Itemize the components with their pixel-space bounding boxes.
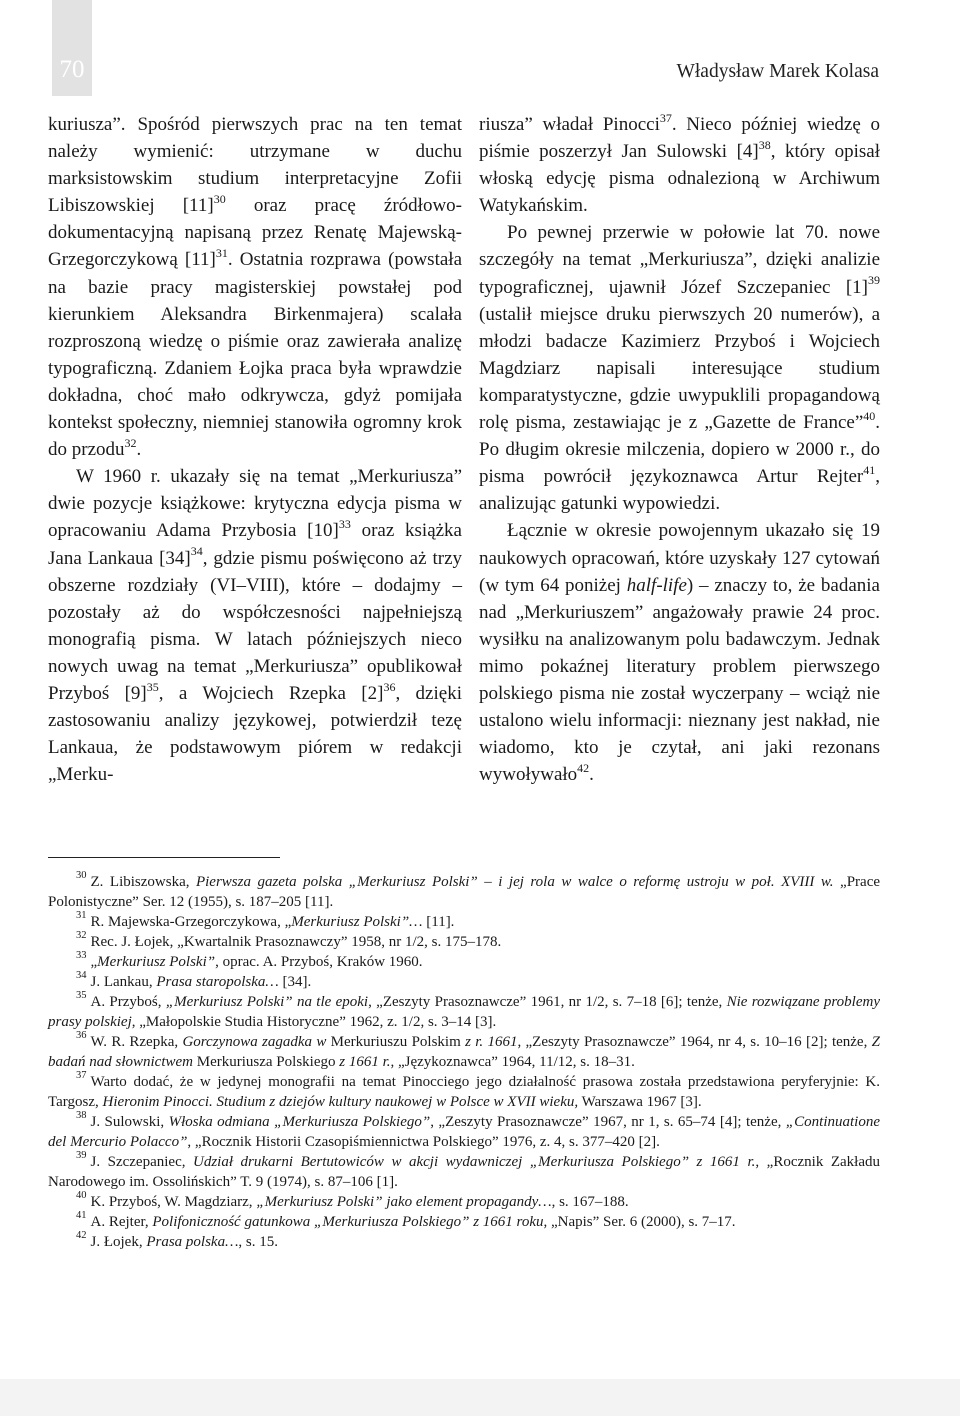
footnote-32: $^{32}$ Rec. J. Łojek, „Kwartalnik Prasoznawczy” 1958, nr 1/2, s. 175–178. — [76, 930, 502, 950]
footnote-40: $^{40}$ K. Przyboś, W. Magdziarz, „Merkuriusz Polski” jako element propagandy…, s. 167–188. — [76, 1190, 629, 1210]
footnotes — [48, 872, 880, 1252]
footnote-ref[interactable]: 32 — [124, 435, 137, 450]
left-column — [48, 111, 462, 788]
footnote-41: $^{41}$ A. Rejter, Polifoniczność gatunkowa „Merkuriusza Polskiego” z 1661 roku, „Napis” Ser. 6 (2000), s. 7–17. — [76, 1210, 736, 1230]
footnote-ref[interactable]: 36 — [383, 679, 396, 694]
footnote-ref[interactable]: 30 — [213, 191, 226, 206]
right-paragraph-3: Łącznie w okresie powojennym ukazało się 19 naukowych opracowań, które uzyskały 127 cytowań (w tym 64 poniżej half-life) – znaczy to, że badania nad „Merkuriuszem” angażowały prawie 24 proc. wysiłku na analizowanym polu badawczym. Jednak mimo pokaźnej literatury problem pierwszego polskiego pisma nie został wyczerpany – wciąż nie ustalono wielu informacji: nieznany jest nakład, nie wiadomo, kto je czytał, ani jaki rezonans wywoływało$^{42}$. — [479, 520, 880, 786]
footnote-ref[interactable]: 38 — [758, 137, 771, 152]
footnote-ref[interactable]: 42 — [577, 760, 590, 775]
footnote-38: $^{38}$ J. Sulowski, Włoska odmiana „Merkuriusza Polskiego”, „Zeszyty Prasoznawcze” 1967, nr 1, s. 65–74 [4]; tenże, „Continuatione del Mercurio Polacco”, „Rocznik Historii Czasopiśmiennictwa Polskiego” 1976, z. 4, s. 377–420 [2]. — [48, 1110, 880, 1150]
footnote-30: $^{30}$ Z. Libiszowska, Pierwsza gazeta polska „Merkuriusz Polski” – i jej rola w walce o reformę ustroju w poł. XVIII w. „Prace Polonistyczne” Ser. 12 (1955), s. 187–205 [11]. — [48, 870, 881, 910]
footnote-37: $^{37}$ Warto dodać, że w jedynej monografii na temat Pinocciego jego działalność prasowa została przedstawiona peryferyjnie: K. Targosz, Hieronim Pinocci. Studium z dziejów kultury naukowej w Polsce w XVII wieku, Warszawa 1967 [3]. — [48, 1070, 880, 1110]
footnote-separator — [48, 857, 280, 858]
footnote-39: $^{39}$ J. Szczepaniec, Udział drukarni Bertutowiców w akcji wydawniczej „Merkuriusza Polskiego” z 1661 r., „Rocznik Zakładu Narodowego im. Ossolińskich” T. 9 (1974), s. 87–106 [1]. — [48, 1150, 880, 1190]
page-number: 70 — [59, 56, 85, 83]
footnote-34: $^{34}$ J. Lankau, Prasa staropolska… [34]. — [76, 970, 312, 990]
footnote-42: $^{42}$ J. Łojek, Prasa polska…, s. 15. — [76, 1230, 279, 1250]
left-paragraph-1: kuriusza”. Spośród pierwszych prac na ten temat należy wymienić: utrzymane w duchu marksistowskim studium interpretacyjne Zofii Libiszowskiej $[11]^{30}$ oraz pracę źródłowo-dokumentacyjną napisaną przez Renatę Majewską-Grzegorczykową $[11]^{31}$. Ostatnia rozprawa (powstała na bazie pracy magisterskiej powstałej pod kierunkiem Aleksandra Birkenmajera) scalała rozproszoną wiedzę o piśmie oraz zawierała analizę typograficzną. Zdaniem Łojka praca była wprawdzie dokładna, choć mało odkrywcza, gdyż pomijała kontekst społeczny, niemniej stanowiła ogromny krok do przodu$^{32}$. — [48, 114, 463, 461]
left-paragraph-2: W 1960 r. ukazały się na temat „Merkuriusza” dwie pozycje książkowe: krytyczna edycja pisma w opracowaniu Adama Przybosia $[10]^{33}$ oraz książka Jana Lankaua $[34]^{34}$, gdzie pismu poświęcono aż trzy obszerne rozdziały (VI–VIII), które – dodajmy – pozostały aż do współczesności najpełniejszą monografią pisma. W latach późniejszych nieco nowych uwag na temat „Merkuriusza” opublikował Przyboś $[9]^{35}$, a Wojciech Rzepka $[2]^{36}$, dzięki zastosowaniu analizy językowej, potwierdził tezę Lankaua, że podstawowym piórem w redakcji „Merku- — [48, 466, 463, 786]
footnote-ref[interactable]: 41 — [863, 462, 876, 477]
footnote-ref[interactable]: 33 — [338, 517, 351, 532]
right-column — [479, 111, 880, 788]
footnote-ref[interactable]: 31 — [215, 246, 228, 261]
footnote-ref[interactable]: 35 — [146, 679, 159, 694]
footnote-35: $^{35}$ A. Przyboś, „Merkuriusz Polski” na tle epoki, „Zeszyty Prasoznawcze” 1961, nr 1/2, s. 7–18 [6]; tenże, Nie rozwiązane problemy prasy polskiej, „Małopolskie Studia Historyczne” 1962, z. 1/2, s. 3–14 [3]. — [48, 990, 880, 1030]
footnote-31: $^{31}$ R. Majewska-Grzegorczykowa, „Merkuriusz Polski”… [11]. — [76, 910, 455, 930]
right-paragraph-1: riusza” władał Pinocci$^{37}$. Nieco później wiedzę o piśmie poszerzył Jan Sulowski $[4]^{38}$, który opisał włoską edycję pisma odnalezioną w Archiwum Watykańskim. — [479, 110, 880, 217]
footnote-ref[interactable]: 34 — [190, 544, 203, 559]
footnote-33: $^{33}$ „Merkuriusz Polski”, oprac. A. Przyboś, Kraków 1960. — [76, 950, 423, 970]
footnote-ref[interactable]: 37 — [659, 110, 672, 125]
footnote-ref[interactable]: 39 — [868, 273, 880, 288]
running-head: Władysław Marek Kolasa — [676, 61, 879, 82]
footnote-36: $^{36}$ W. R. Rzepka, Gorczynowa zagadka w Merkuriuszu Polskim z r. 1661, „Zeszyty Prasoznawcze” 1964, nr 4, s. 10–16 [2]; tenże, Z badań nad słownictwem Merkuriusza Polskiego z 1661 r., „Językoznawca” 1964, 11/12, s. 18–31. — [48, 1030, 880, 1070]
bottom-strip — [0, 1379, 960, 1416]
footnote-ref[interactable]: 40 — [863, 408, 876, 423]
right-paragraph-2: Po pewnej przerwie w połowie lat 70. nowe szczegóły na temat „Merkuriusza”, dzięki analizie typograficznej, ujawnił Józef Szczepaniec $[1]^{39}$ (ustalił miejsce druku pierwszych 20 numerów), a młodzi badacze Kazimierz Przyboś i Wojciech Magdziarz napisali interesujące studium komparatystyczne, gdzie uwypuklili propagandową rolę pisma, zestawiając je z „Gazette de France”$^{40}$. Po długim okresie milczenia, dopiero w 2000 r., do pisma powrócił językoznawca Artur Rejter$^{41}$, analizując gatunki wypowiedzi. — [479, 222, 880, 515]
